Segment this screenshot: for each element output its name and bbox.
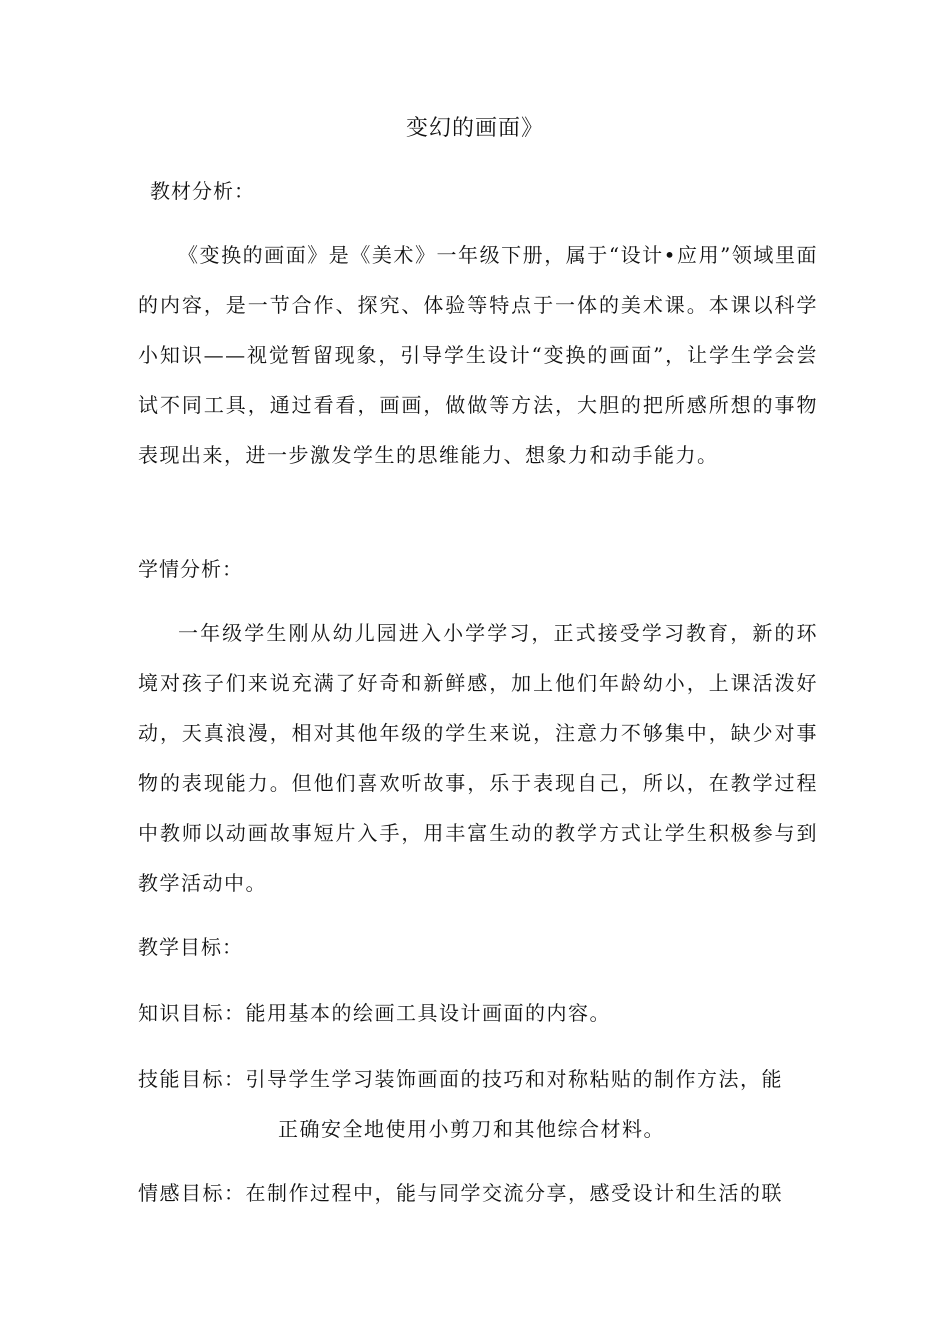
goal-knowledge-text: 能用基本的绘画工具设计画面的内容。 xyxy=(245,1001,611,1025)
goal-skill-text: 引导学生学习装饰画面的技巧和对称粘贴的制作方法，能 xyxy=(245,1067,783,1091)
goal-skill-label: 技能目标： xyxy=(138,1067,246,1091)
document-title: 变幻的画面》 xyxy=(405,116,544,141)
paragraph-students: 一年级学生刚从幼儿园进入小学学习，正式接受学习教育，新的环境对孩子们来说充满了好奇和新鲜感，加上他们年龄幼小，上课活泼好动，天真浪漫，相对其他年级的学生来说，注意力不够集中，缺少对事物的表现能力。但他们喜欢听故事，乐于表现自己，所以，在教学过程中教师以动画故事短片入手，用丰富生动的教学方式让学生积极参与到教学活动中。 xyxy=(138,621,818,895)
goal-knowledge xyxy=(138,988,818,1038)
section-heading-students: 学情分析： xyxy=(138,557,243,581)
goal-emotion-text: 在制作过程中，能与同学交流分享，感受设计和生活的联 xyxy=(245,1181,783,1205)
section-heading-material: 教材分析： xyxy=(150,179,255,203)
paragraph-material: 《变换的画面》是《美术》一年级下册，属于“设计•应用”领域里面的内容，是一节合作、探究、体验等特点于一体的美术课。本课以科学小知识——视觉暂留现象，引导学生设计“变换的画面”，让学生学会尝试不同工具，通过看看，画画，做做等方法，大胆的把所感所想的事物表现出来，进一步激发学生的思维能力、想象力和动手能力。 xyxy=(138,243,818,467)
goal-emotion xyxy=(138,1168,818,1218)
section-heading-goals: 教学目标： xyxy=(138,935,243,959)
goal-emotion-label: 情感目标： xyxy=(138,1181,246,1205)
goal-knowledge-label: 知识目标： xyxy=(138,1001,246,1025)
goal-skill-continuation: 正确安全地使用小剪刀和其他综合材料。 xyxy=(278,1117,665,1141)
goal-skill xyxy=(138,1054,818,1104)
